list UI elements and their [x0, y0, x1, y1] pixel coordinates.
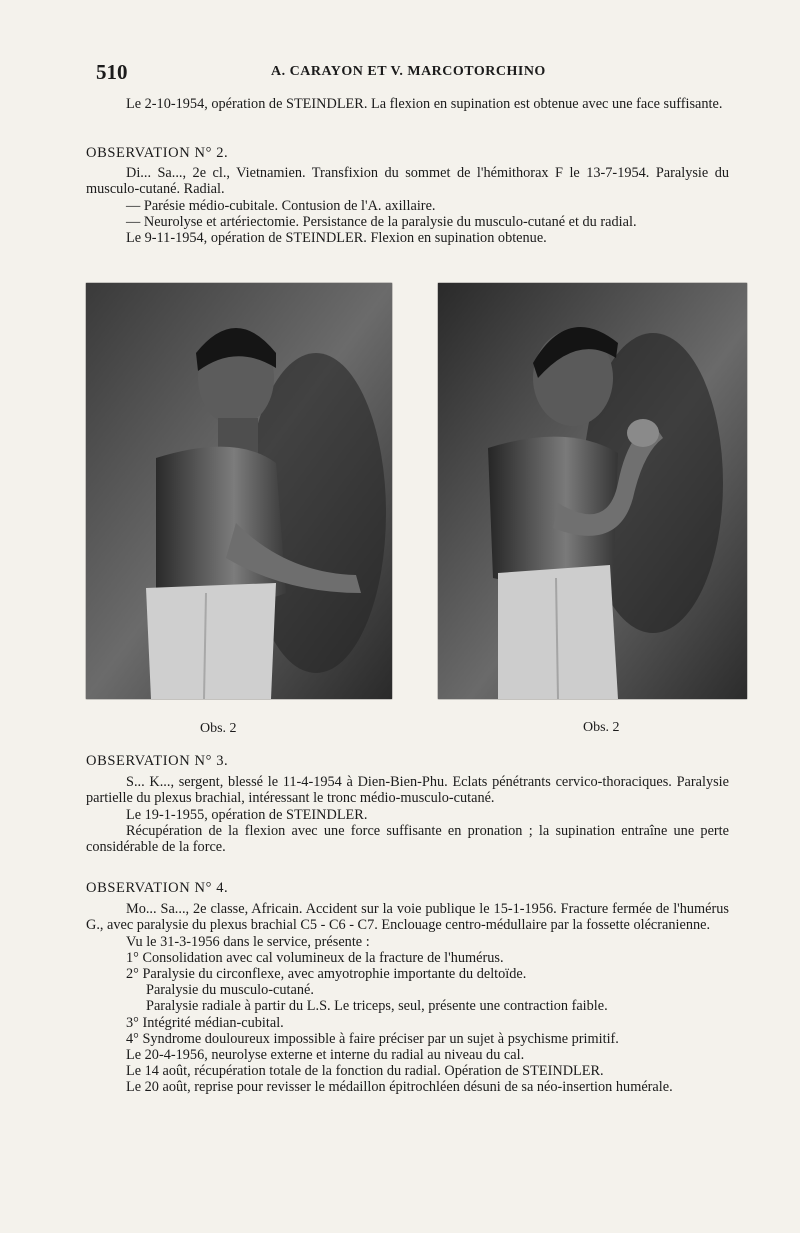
observation-3-line: Le 19-1-1955, opération de STEINDLER. [126, 806, 368, 823]
figure-right-photo [438, 283, 747, 699]
observation-4-line: 2° Paralysie du circonflexe, avec amyotrophie importante du deltoïde. [126, 966, 527, 983]
page-number: 510 [96, 60, 128, 84]
figure-left-image [86, 283, 392, 699]
figure-left-photo [86, 283, 392, 699]
page-header [96, 60, 736, 82]
intro-paragraph [86, 96, 729, 112]
observation-4-line: Mo... Sa..., 2e classe, Africain. Accident sur la voie publique le 15-1-1956. Fracture fermée de l'humérus G., avec paralysie du plexus brachial C5 - C6 - C7. Enclouage centro-médullaire par la fossette olécranienne. [86, 901, 729, 934]
figure-left-caption: Obs. 2 [200, 721, 237, 736]
figure-right-caption: Obs. 2 [583, 720, 620, 735]
observation-4-line: Le 20 août, reprise pour revisser le médaillon épitrochléen désuni de sa néo-insertion humérale. [126, 1079, 673, 1096]
observation-2-line: Di... Sa..., 2e cl., Vietnamien. Transfixion du sommet de l'hémithorax F le 13-7-1954. Paralysie du musculo-cutané. Radial. [86, 165, 729, 198]
observation-4-line: Paralysie du musculo-cutané. [146, 982, 314, 999]
observation-3-heading: OBSERVATION N° 3. [86, 753, 229, 769]
observation-4-line: Paralysie radiale à partir du L.S. Le triceps, seul, présente une contraction faible. [146, 998, 608, 1015]
observation-4-line: 3° Intégrité médian-cubital. [126, 1014, 284, 1031]
observation-4-line: 4° Syndrome douloureux impossible à faire préciser par un sujet à psychisme primitif. [126, 1030, 619, 1047]
figure-right-image [438, 283, 747, 699]
observation-3-line: Récupération de la flexion avec une force suffisante en pronation ; la supination entraîne une perte considérable de la force. [86, 822, 729, 856]
observation-2-line: — Parésie médio-cubitale. Contusion de l'A. axillaire. [126, 197, 436, 214]
observation-2-line: Le 9-11-1954, opération de STEINDLER. Flexion en supination obtenue. [126, 230, 547, 247]
observation-2-heading: OBSERVATION N° 2. [86, 145, 229, 161]
observation-4-line: 1° Consolidation avec cal volumineux de la fracture de l'humérus. [126, 949, 504, 966]
observation-4 [86, 880, 729, 1096]
running-head: A. CARAYON ET V. MARCOTORCHINO [271, 64, 546, 79]
observation-4-line: Vu le 31-3-1956 dans le service, présente : [126, 933, 370, 950]
observation-4-line: Le 14 août, récupération totale de la fonction du radial. Opération de STEINDLER. [126, 1063, 604, 1080]
observation-2 [86, 145, 729, 246]
observation-4-line: Le 20-4-1956, neurolyse externe et interne du radial au niveau du cal. [126, 1047, 525, 1064]
observation-4-heading: OBSERVATION N° 4. [86, 880, 229, 896]
observation-3-line: S... K..., sergent, blessé le 11-4-1954 à Dien-Bien-Phu. Eclats pénétrants cervico-thoraciques. Paralysie partielle du plexus brachial, intéressant le tronc médio-musculo-cutané. [86, 774, 729, 807]
intro-text: Le 2-10-1954, opération de STEINDLER. La flexion en supination est obtenue avec une face suffisante. [126, 96, 723, 112]
observation-3 [86, 753, 729, 855]
observation-2-line: — Neurolyse et artériectomie. Persistance de la paralysie du musculo-cutané et du radial. [126, 213, 637, 230]
